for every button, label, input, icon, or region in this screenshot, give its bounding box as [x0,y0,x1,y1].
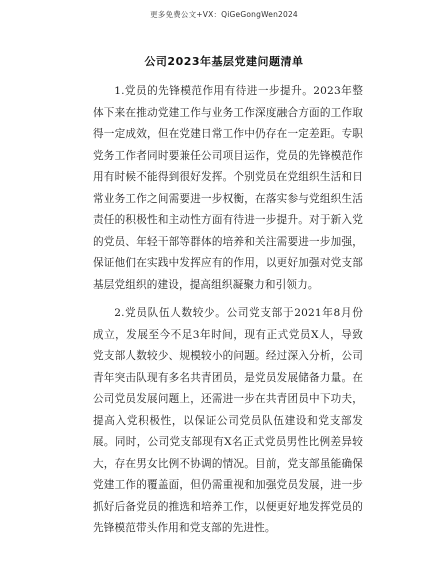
document-body [93,81,363,540]
paragraph-2: 2.党员队伍人数较少。公司党支部于2021年8月份成立，发展至今不足3年时间，现有正式党员X人，导致党支部人数较少、规模较小的问题。经过深入分析，公司青年突击队现有多名共青团员，是党员发展储备力量。在公司党员发展问题上，还需进一步在共青团员中下功夫，提高入党积极性，以保证公司党员队伍建设和党支部发展。同时，公司党支部现有X名正式党员男性比例差异较大，存在男女比例不协调的情况。目前，党支部虽能确保党建工作的覆盖面，但仍需重视和加强党员发展，进一步抓好后备党员的推选和培养工作，以便更好地发挥党员的先锋模范带头作用和党支部的先进性。 [93,307,363,534]
paragraph-1: 1.党员的先锋模范作用有待进一步提升。2023年整体下来在推动党建工作与业务工作深度融合方面的工作取得一定成效，但在党建日常工作中仍存在一定差距。专职党务工作者同时要兼任公司项目运作，党员的先锋模范作用有时候不能得到很好发挥。个别党员在党组织生活和日常业务工作之间需要进一步权衡，在落实参与党组织生活责任的积极性和主动性方面有待进一步提升。对于新入党的党员、年轻干部等群体的培养和关注需要进一步加强，保证他们在实践中发挥应有的作用，以更好加强对党支部基层党组织的建设，提高组织凝聚力和引领力。 [93,85,363,291]
header-watermark: 更多免费公文+VX：QiGeGongWen2024 [150,10,298,19]
document-title: 公司2023年基层党建问题清单 [144,55,304,68]
